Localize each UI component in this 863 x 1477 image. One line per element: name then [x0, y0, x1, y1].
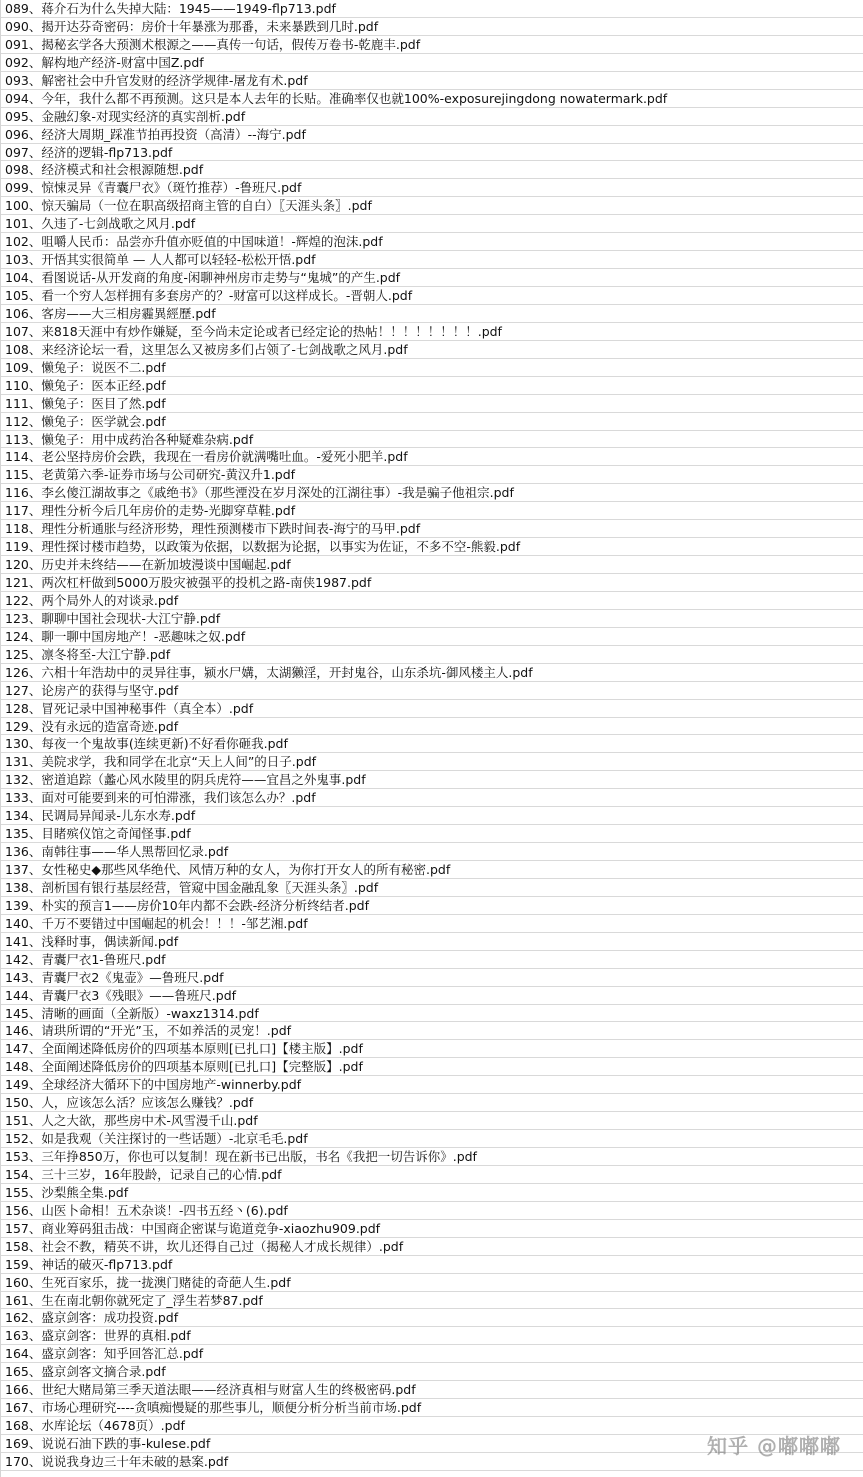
- file-list-row: 110、懒兔子：医本正经.pdf: [1, 377, 863, 395]
- zhihu-watermark: 知乎 @嘟嘟嘟: [707, 1434, 841, 1458]
- file-list-row: 113、懒兔子：用中成药治各种疑难杂病.pdf: [1, 431, 863, 449]
- file-list-row: 096、经济大周期_踩准节拍再投资（高清）--海宁.pdf: [1, 126, 863, 144]
- file-list-row: 140、千万不要错过中国崛起的机会！！！-邹艺湘.pdf: [1, 915, 863, 933]
- file-list-row: 145、清晰的画面（全新版）-waxz1314.pdf: [1, 1005, 863, 1023]
- file-list-row: 153、三年挣850万，你也可以复制！现在新书已出版，书名《我把一切告诉你》.pdf: [1, 1148, 863, 1166]
- file-list-row: 104、看图说话-从开发商的角度-闲聊神州房市走势与“鬼城”的产生.pdf: [1, 269, 863, 287]
- file-list-row: 103、开悟其实很简单 — 人人都可以轻轻-松松开悟.pdf: [1, 251, 863, 269]
- file-list-row: 099、惊悚灵异《青囊尸衣》（斑竹推荐）-鲁班尺.pdf: [1, 179, 863, 197]
- file-list-row: 101、久违了-七剑战歌之风月.pdf: [1, 215, 863, 233]
- file-list-row: 105、看一个穷人怎样拥有多套房产的？-财富可以这样成长。-晋朝人.pdf: [1, 287, 863, 305]
- file-list-row: 090、揭开达芬奇密码：房价十年暴涨为那番，未来暴跌到几时.pdf: [1, 18, 863, 36]
- file-list-row: 089、蒋介石为什么失掉大陆：1945——1949-flp713.pdf: [1, 0, 863, 18]
- file-list-row: 114、老公坚持房价会跌，我现在一看房价就满嘴吐血。-爱死小肥羊.pdf: [1, 448, 863, 466]
- file-list-row: 133、面对可能要到来的可怕滞涨，我们该怎么办？.pdf: [1, 789, 863, 807]
- file-list-row: 106、客房——大三相房霾異經歷.pdf: [1, 305, 863, 323]
- file-list-row: 093、解密社会中升官发财的经济学规律-屠龙有术.pdf: [1, 72, 863, 90]
- file-list-row: 124、聊一聊中国房地产！-恶趣味之奴.pdf: [1, 628, 863, 646]
- file-list-row: 095、金融幻象-对现实经济的真实剖析.pdf: [1, 108, 863, 126]
- file-list-row: 137、女性秘史◆那些风华绝代、风情万种的女人，为你打开女人的所有秘密.pdf: [1, 861, 863, 879]
- file-list-row: 138、剖析国有银行基层经营，管窥中国金融乱象〖天涯头条〗.pdf: [1, 879, 863, 897]
- file-list-row: 100、惊天骗局（一位在职高级招商主管的自白）〖天涯头条〗.pdf: [1, 197, 863, 215]
- file-list-row: 128、冒死记录中国神秘事件（真全本）.pdf: [1, 700, 863, 718]
- file-list-row: 142、青囊尸衣1-鲁班尺.pdf: [1, 951, 863, 969]
- file-list-row: 136、南韩往事——华人黑帮回忆录.pdf: [1, 843, 863, 861]
- file-list-row: 167、市场心理研究----贪嗔痴慢疑的那些事儿，顺便分析分析当前市场.pdf: [1, 1399, 863, 1417]
- file-list-row: 154、三十三岁，16年股龄，记录自己的心情.pdf: [1, 1166, 863, 1184]
- file-list-row: 143、青囊尸衣2《鬼壶》—鲁班尺.pdf: [1, 969, 863, 987]
- file-list-row: 121、两次杠杆做到5000万股灾被强平的投机之路-南侠1987.pdf: [1, 574, 863, 592]
- file-list-row: 092、解构地产经济-财富中国Z.pdf: [1, 54, 863, 72]
- file-list-row: 144、青囊尸衣3《残眼》——鲁班尺.pdf: [1, 987, 863, 1005]
- file-list-row: 132、密道追踪（蠡心风水陵里的阴兵虎符——宜昌之外鬼事.pdf: [1, 771, 863, 789]
- file-list-row: 160、生死百家乐，拢一拢澳门赌徒的奇葩人生.pdf: [1, 1274, 863, 1292]
- file-list-row: 118、理性分析通胀与经济形势，理性预测楼市下跌时间表-海宁的马甲.pdf: [1, 520, 863, 538]
- file-list-row: 117、理性分析今后几年房价的走势-光脚穿草鞋.pdf: [1, 502, 863, 520]
- file-list-row: 123、聊聊中国社会现状-大江宁静.pdf: [1, 610, 863, 628]
- file-list-row: 091、揭秘玄学各大预测术根源之——真传一句话，假传万卷书-乾鹿丰.pdf: [1, 36, 863, 54]
- file-list-row: 125、凛冬将至-大江宁静.pdf: [1, 646, 863, 664]
- file-list-row: 166、世纪大赌局第三季天道法眼——经济真相与财富人生的终极密码.pdf: [1, 1381, 863, 1399]
- file-list-row: 141、浅释时事，偶读新闻.pdf: [1, 933, 863, 951]
- file-list-row: 119、理性探讨楼市趋势，以政策为依据，以数据为论据，以事实为佐证，不多不空-熊毅.pdf: [1, 538, 863, 556]
- file-list-row: 111、懒兔子：医目了然.pdf: [1, 395, 863, 413]
- file-list-row: 116、李幺傻江湖故事之《戚绝书》（那些湮没在岁月深处的江湖往事）-我是骗子他祖宗.pdf: [1, 484, 863, 502]
- file-list-row: 161、生在南北朝你就死定了_浮生若梦87.pdf: [1, 1292, 863, 1310]
- file-list-row: 102、咀嚼人民币：品尝亦升值亦贬值的中国味道！-辉煌的泡沫.pdf: [1, 233, 863, 251]
- file-list-row: 168、水库论坛（4678页）.pdf: [1, 1417, 863, 1435]
- file-list-row: 170、说说我身边三十年未破的悬案.pdf: [1, 1453, 863, 1471]
- file-list-row: 146、请珙所谓的“开光”玉，不如养活的灵宠！.pdf: [1, 1022, 863, 1040]
- file-list-row: 097、经济的逻辑-flp713.pdf: [1, 144, 863, 162]
- file-list-row: 151、人之大欲，那些房中术-风雪漫千山.pdf: [1, 1112, 863, 1130]
- file-list-row: 115、老黄第六季-证券市场与公司研究-黄汉升1.pdf: [1, 466, 863, 484]
- file-list-row: 109、懒兔子：说医不二.pdf: [1, 359, 863, 377]
- file-list-row: 131、美院求学，我和同学在北京“天上人间”的日子.pdf: [1, 753, 863, 771]
- file-list-row: 094、今年，我什么都不再预测。这只是本人去年的长贴。准确率仅也就100%-exposurejingdong nowatermark.pdf: [1, 90, 863, 108]
- file-list-row: 129、没有永远的造富奇迹.pdf: [1, 718, 863, 736]
- file-list-row: 126、六相十年浩劫中的灵异往事，颍水尸媾，太湖獭淫，开封鬼谷，山东杀坑-御风楼主人.pdf: [1, 664, 863, 682]
- file-list-row: 112、懒兔子：医学就会.pdf: [1, 413, 863, 431]
- file-list-row: 152、如是我观（关注探讨的一些话题）-北京毛毛.pdf: [1, 1130, 863, 1148]
- file-list-row: 098、经济模式和社会根源随想.pdf: [1, 161, 863, 179]
- file-list-row: 148、全面阐述降低房价的四项基本原则[已扎口]【完整版】.pdf: [1, 1058, 863, 1076]
- file-list-row: 156、山医卜命相！五术杂谈！-四书五经丶(6).pdf: [1, 1202, 863, 1220]
- file-list-row: 155、沙梨熊全集.pdf: [1, 1184, 863, 1202]
- file-list-row: 130、每夜一个鬼故事(连续更新)不好看你砸我.pdf: [1, 735, 863, 753]
- file-list-row: 122、两个局外人的对谈录.pdf: [1, 592, 863, 610]
- file-list-row: 139、朴实的预言1——房价10年内都不会跌-经济分析终结者.pdf: [1, 897, 863, 915]
- file-list-row: 135、目睹殡仪馆之奇闻怪事.pdf: [1, 825, 863, 843]
- file-list-row: 159、神话的破灭-flp713.pdf: [1, 1256, 863, 1274]
- file-list-row: 108、来经济论坛一看，这里怎么又被房多们占领了-七剑战歌之风月.pdf: [1, 341, 863, 359]
- file-list-row: 162、盛京剑客：成功投资.pdf: [1, 1309, 863, 1327]
- file-list-row: 150、人，应该怎么活？应该怎么赚钱？.pdf: [1, 1094, 863, 1112]
- file-list-row: 134、民调局异闻录-儿东水寿.pdf: [1, 807, 863, 825]
- file-list-row: 163、盛京剑客：世界的真相.pdf: [1, 1327, 863, 1345]
- file-list-row: 169、说说石油下跌的事-kulese.pdf: [1, 1435, 863, 1453]
- file-list-row: 165、盛京剑客文摘合录.pdf: [1, 1363, 863, 1381]
- file-list-row: 164、盛京剑客：知乎回答汇总.pdf: [1, 1345, 863, 1363]
- file-list-row: 158、社会不教，精英不讲，坎儿还得自己过（揭秘人才成长规律）.pdf: [1, 1238, 863, 1256]
- file-list-row: 157、商业筹码狙击战：中国商企密谋与诡道竞争-xiaozhu909.pdf: [1, 1220, 863, 1238]
- file-list-row: 120、历史并未终结——在新加坡漫谈中国崛起.pdf: [1, 556, 863, 574]
- file-list-row: 127、论房产的获得与坚守.pdf: [1, 682, 863, 700]
- file-list-row: 147、全面阐述降低房价的四项基本原则[已扎口]【楼主版】.pdf: [1, 1040, 863, 1058]
- file-list-row: 149、全球经济大循环下的中国房地产-winnerby.pdf: [1, 1076, 863, 1094]
- file-list-row: 107、来818天涯中有炒作嫌疑，至今尚未定论或者已经定论的热帖！！！！！！！！.pdf: [1, 323, 863, 341]
